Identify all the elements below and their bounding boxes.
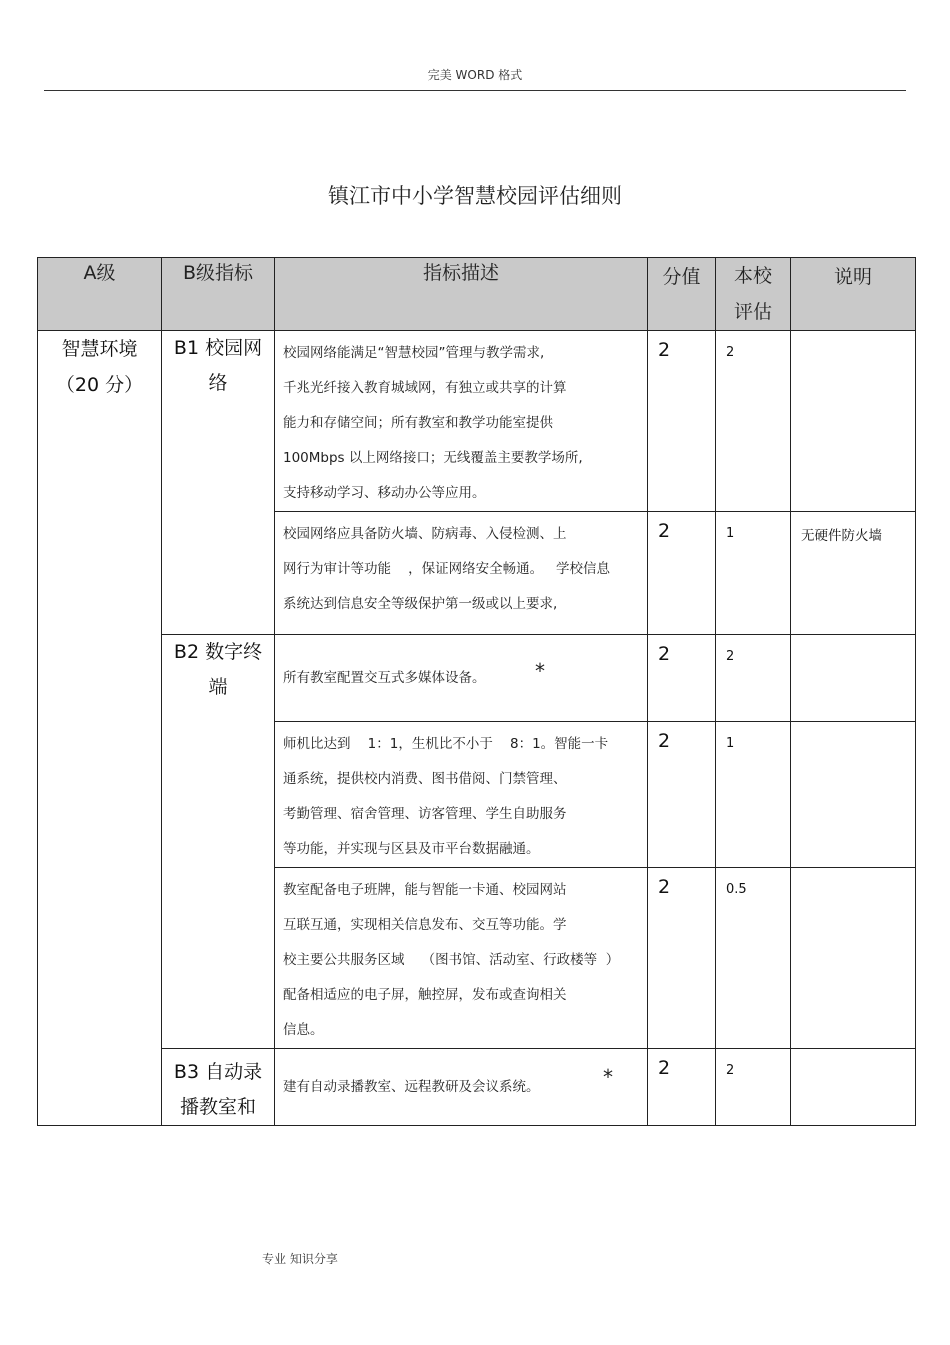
note-text <box>791 1049 915 1061</box>
self-eval-cell <box>716 868 791 1049</box>
self-eval-value: 1 <box>726 736 735 751</box>
description-text: 所有教室配置交互式多媒体设备。 <box>283 669 486 686</box>
b-level-cell-b2 <box>162 635 275 1049</box>
self-eval-cell <box>716 635 791 722</box>
col-header-description: 指标描述 <box>275 258 648 331</box>
description-cell <box>275 512 648 635</box>
note-text <box>791 331 915 343</box>
page-header: 完美 WORD 格式 <box>427 68 523 82</box>
description-cell <box>275 635 648 722</box>
description-text: 师机比达到 1：1，生机比不小于 8：1。智能一卡 通系统，提供校内消费、图书借阅、门禁管理、 考勤管理、宿舍管理、访客管理、学生自助服务 等功能，并实现与区县及市平台数据融通。 <box>283 736 609 857</box>
b-level-label: B3 自动录 <box>173 1061 263 1083</box>
description-text: 校园网络能满足“智慧校园”管理与教学需求, 千兆光纤接入教育城域网，有独立或共享的计算 能力和存储空间；所有教室和教学功能室提供 100Mbps 以上网络接口；无线覆盖主要教学场所, 支持移动学习、移动办公等应用。 <box>283 345 583 501</box>
a-level-points: （20 分） <box>55 374 144 396</box>
score-cell <box>648 331 716 512</box>
star-mark: * <box>535 658 545 683</box>
self-eval-value: 2 <box>726 1063 735 1078</box>
b-level-cell-b3 <box>162 1049 275 1126</box>
description-cell <box>275 722 648 868</box>
note-cell <box>791 1049 916 1126</box>
score-cell <box>648 635 716 722</box>
b-level-label: 端 <box>208 676 228 698</box>
description-text: 教室配备电子班牌，能与智能一卡通、校园网站 互联互通，实现相关信息发布、交互等功能。学 校主要公共服务区域 （图书馆、活动室、行政楼等 ） 配备相适应的电子屏，触控屏，发布或查询相关 信息。 <box>283 882 620 1038</box>
document-title: 镇江市中小学智慧校园评估细则 <box>328 184 622 208</box>
description-text: 建有自动录播教室、远程教研及会议系统。 <box>283 1078 540 1095</box>
score-value: 2 <box>658 1057 671 1079</box>
score-value: 2 <box>658 339 671 361</box>
self-eval-value: 2 <box>726 345 735 360</box>
description-wrap <box>275 658 647 696</box>
b-level-cell-b1 <box>162 331 275 635</box>
score-cell <box>648 722 716 868</box>
self-eval-value: 2 <box>726 649 735 664</box>
col-header-self-eval-line2: 评估 <box>733 301 772 323</box>
score-cell <box>648 512 716 635</box>
self-eval-cell <box>716 722 791 868</box>
b-level-label: B2 数字终 <box>173 641 263 663</box>
note-text <box>791 635 915 647</box>
note-cell <box>791 635 916 722</box>
table-row <box>38 331 916 512</box>
note-cell <box>791 868 916 1049</box>
score-value: 2 <box>658 730 671 752</box>
b-level-label: 播教室和 <box>179 1096 256 1118</box>
col-header-note: 说明 <box>791 258 916 331</box>
self-eval-cell <box>716 331 791 512</box>
score-cell <box>648 868 716 1049</box>
table-row <box>38 1049 916 1126</box>
a-level-cell <box>38 331 162 1126</box>
col-header-self-eval-line1: 本校 <box>733 265 772 287</box>
score-value: 2 <box>658 643 671 665</box>
col-header-a-level: A级 <box>38 258 162 331</box>
page-footer: 专业 知识分享 <box>262 1252 338 1266</box>
table-row <box>38 635 916 722</box>
description-cell <box>275 1049 648 1126</box>
self-eval-cell <box>716 1049 791 1126</box>
score-value: 2 <box>658 520 671 542</box>
table-header-row <box>38 258 916 331</box>
note-text: 无硬件防火墙 <box>801 528 882 544</box>
col-header-b-level: B级指标 <box>162 258 275 331</box>
score-value: 2 <box>658 876 671 898</box>
self-eval-cell <box>716 512 791 635</box>
note-cell <box>791 722 916 868</box>
note-cell <box>791 512 916 635</box>
col-header-self-eval <box>716 258 791 331</box>
description-cell <box>275 868 648 1049</box>
col-header-score: 分值 <box>648 258 716 331</box>
b-level-label: B1 校园网 <box>173 337 263 359</box>
self-eval-value: 1 <box>726 526 735 541</box>
evaluation-table <box>37 257 916 1126</box>
description-cell <box>275 331 648 512</box>
b-level-label: 络 <box>208 372 228 394</box>
description-wrap <box>275 1064 647 1105</box>
note-cell <box>791 331 916 512</box>
star-mark: * <box>603 1064 613 1089</box>
note-text <box>791 868 915 880</box>
self-eval-value: 0.5 <box>726 882 747 897</box>
header-rule <box>44 90 906 91</box>
note-text <box>791 722 915 734</box>
a-level-name: 智慧环境 <box>61 338 138 360</box>
description-text: 校园网络应具备防火墙、防病毒、入侵检测、上 网行为审计等功能 ，保证网络安全畅通。 学校信息 系统达到信息安全等级保护第一级或以上要求, <box>283 526 611 612</box>
score-cell <box>648 1049 716 1126</box>
